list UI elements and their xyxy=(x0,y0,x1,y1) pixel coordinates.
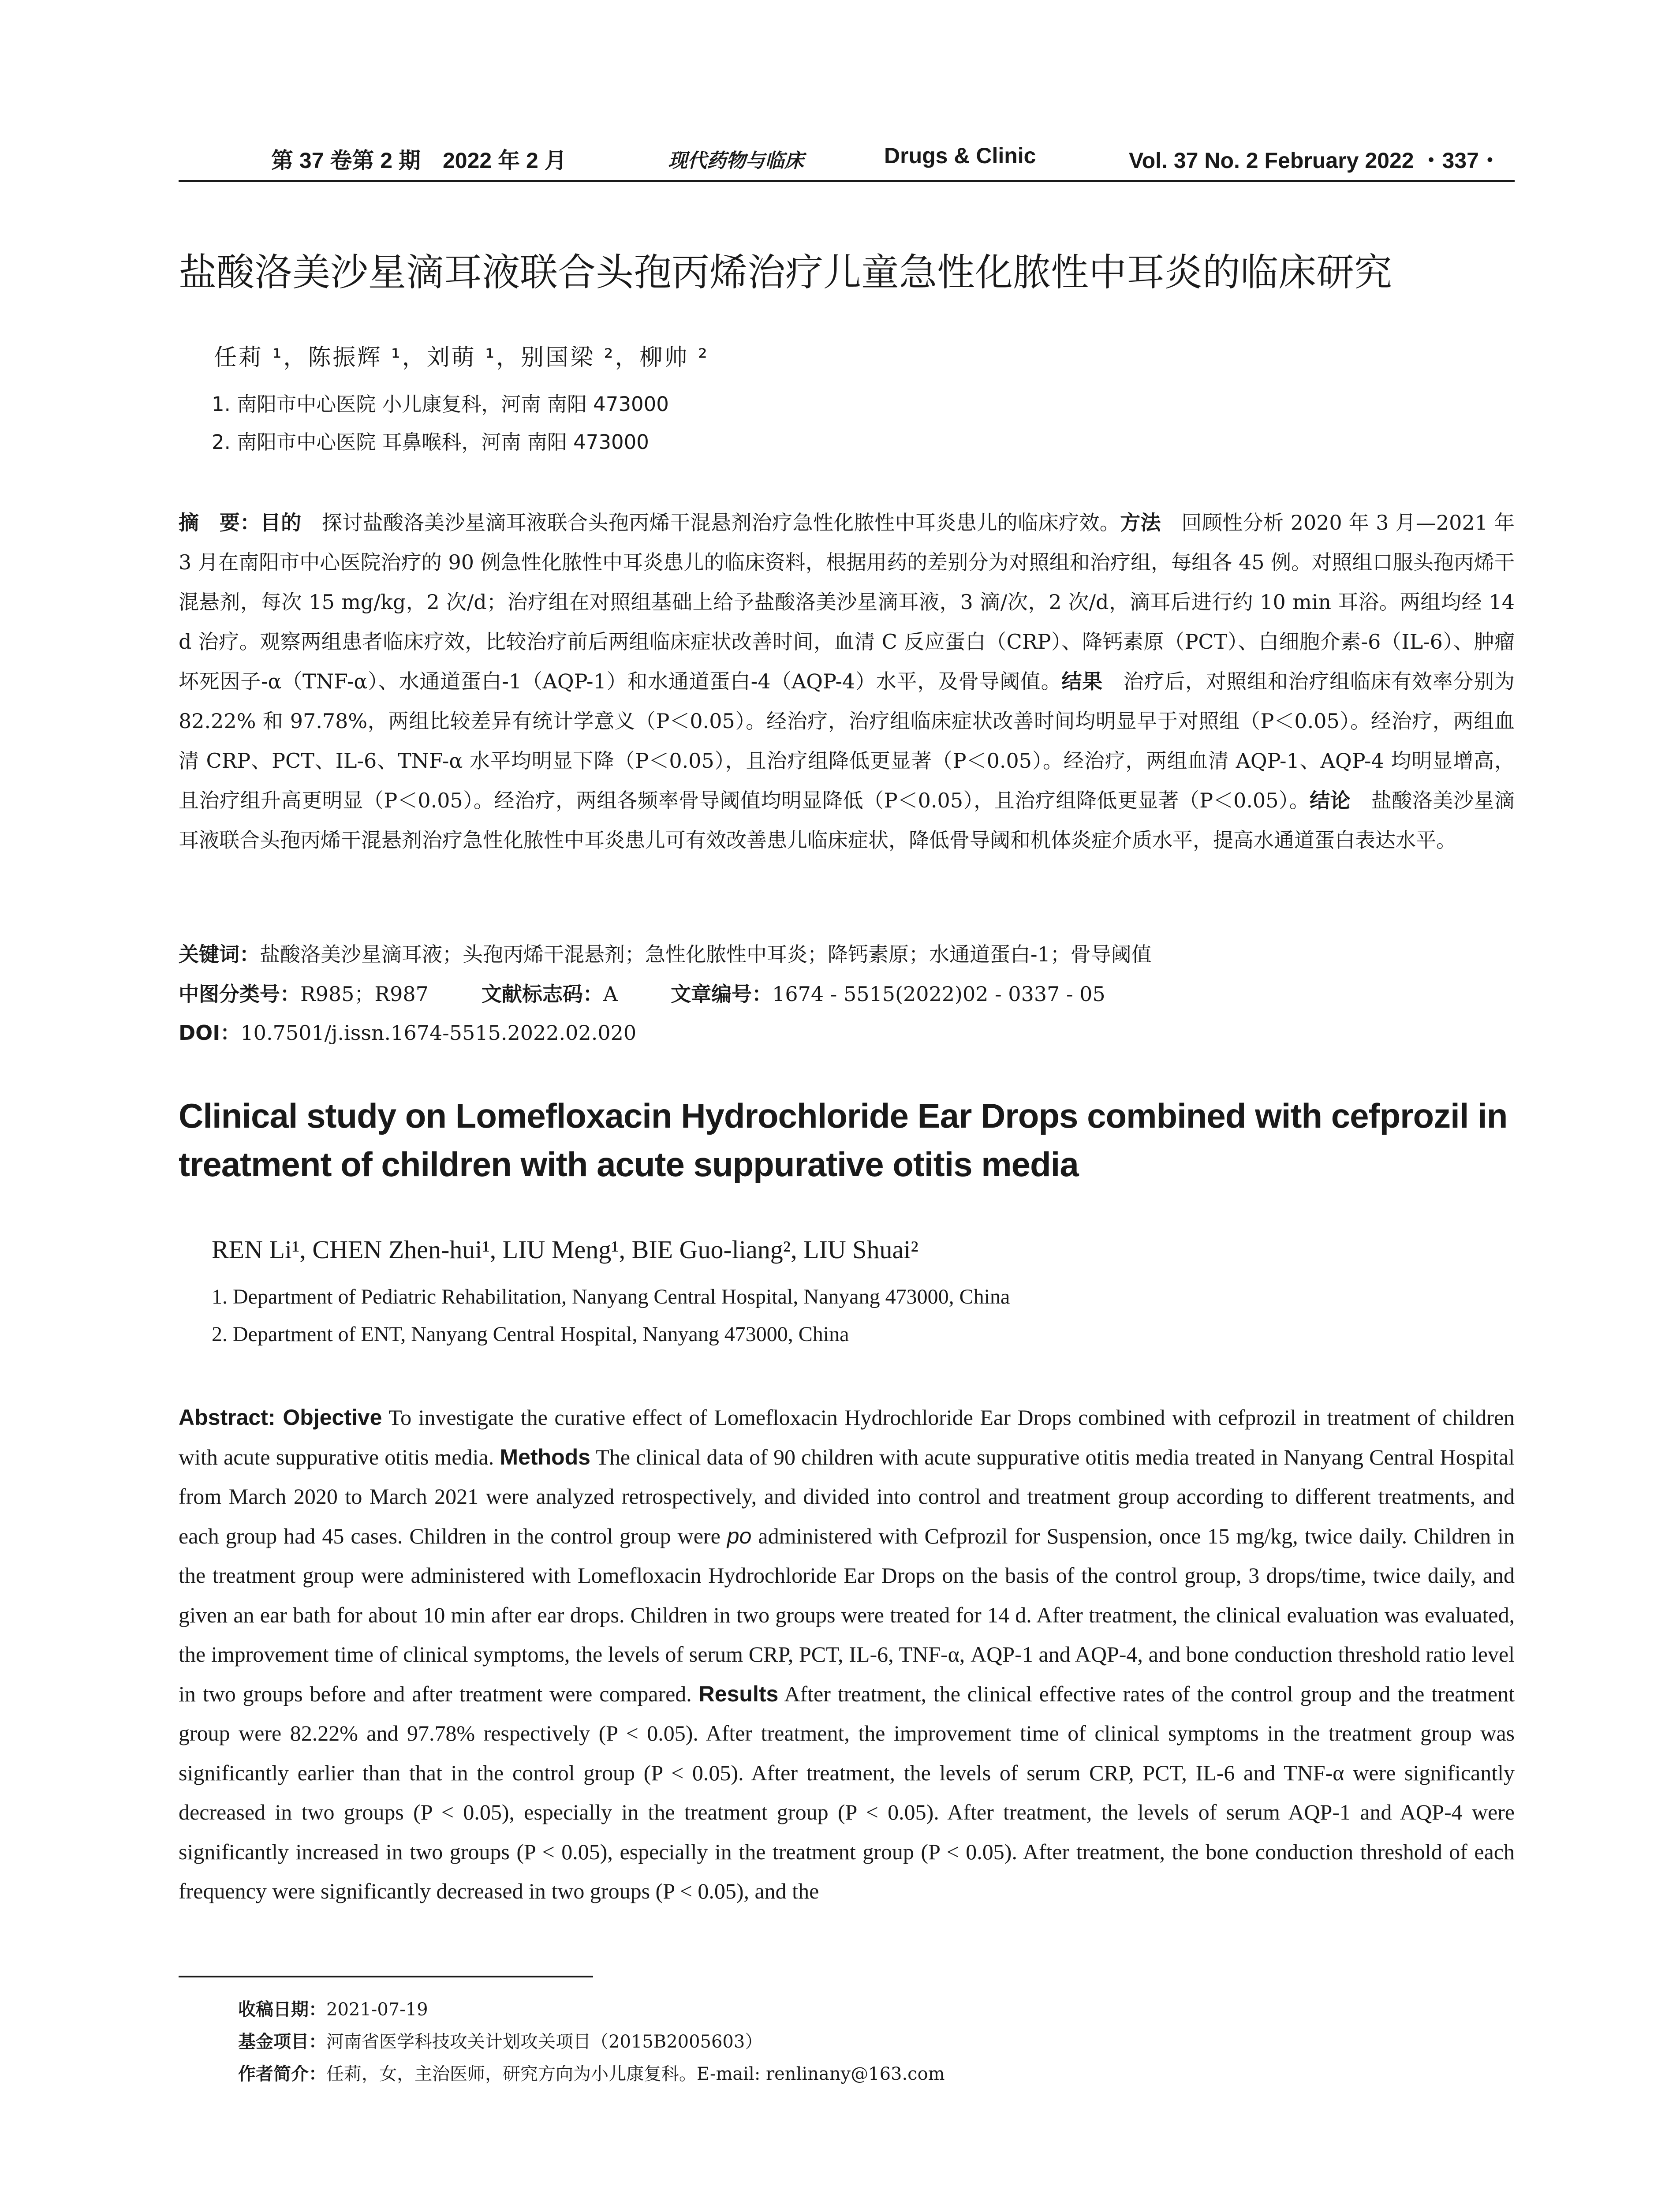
footnote-divider xyxy=(179,1976,593,1977)
cn-keywords xyxy=(179,938,1152,968)
en-methods-text-cont: administered with Cefprozil for Suspension, once 15 mg/kg, twice daily. Children in the treatment group were administered with Lomefloxacin Hydrochloride Ear Drops on the basis of the control group, 3 drops/time, twice daily, and given an ear bath for about 10 min after ear drops. Children in two groups were treated for 14 d. After treatment, the clinical evaluation was evaluated, the improvement time of clinical symptoms, the levels of serum CRP, PCT, IL-6, TNF-α, AQP-1 and AQP-4, and bone conduction threshold ratio level in two groups before and after treatment were compared. xyxy=(179,1523,1515,1706)
running-header xyxy=(179,140,1515,182)
doc-code-label: 文献标志码： xyxy=(481,982,603,1006)
en-methods-text: The clinical data of 90 children with acute suppurative otitis media treated in Nanyang Central Hospital from March 2020 to March 2021 were analyzed retrospectively, and divided into control and treatment group according to different treatments, and each group had 45 cases. Children in the control group were xyxy=(179,1444,1515,1548)
footnote-received xyxy=(238,1996,428,2021)
cn-abstract xyxy=(179,503,1515,860)
doi-line xyxy=(179,1017,636,1046)
cn-results-text: 治疗后，对照组和治疗组临床有效率分别为 82.22% 和 97.78%，两组比较差异有统计学意义（P＜0.05）。经治疗，治疗组临床症状改善时间均明显早于对照组（P＜0.05）。经治疗，两组血清 CRP、PCT、IL-6、TNF-α 水平均明显下降（P＜0.05），且治疗组降低更显著（P＜0.05）。经治疗，两组血清 AQP-1、AQP-4 均明显增高，且治疗组升高更明显（P＜0.05）。经治疗，两组各频率骨导阈值均明显降低（P＜0.05），且治疗组降低更显著（P＜0.05）。 xyxy=(179,669,1515,812)
footnote-fund xyxy=(238,2028,762,2053)
article-no-value: 1674 - 5515(2022)02 - 0337 - 05 xyxy=(772,982,1105,1006)
article-no-label: 文章编号： xyxy=(671,982,773,1006)
cn-objective-text: 探讨盐酸洛美沙星滴耳液联合头孢丙烯干混悬剂治疗急性化脓性中耳炎患儿的临床疗效。 xyxy=(301,511,1120,534)
cn-authors: 任莉 ¹，陈振辉 ¹，刘萌 ¹，别国梁 ²，柳帅 ² xyxy=(214,344,709,371)
footnote-author-bio xyxy=(238,2060,945,2085)
en-affiliation: 2. Department of ENT, Nanyang Central Hospital, Nanyang 473000, China xyxy=(212,1323,849,1346)
en-abstract-label: Abstract: xyxy=(179,1405,283,1430)
en-objective-text: To investigate the curative effect of Lomefloxacin Hydrochloride Ear Drops combined with cefprozil in treatment of children with acute suppurative otitis media. xyxy=(179,1405,1515,1469)
cn-conclusion-label: 结论 xyxy=(1310,789,1351,812)
en-objective-label: Objective xyxy=(283,1405,382,1430)
clc-label: 中图分类号： xyxy=(179,982,300,1006)
cn-classification xyxy=(179,978,1105,1007)
cn-methods-label: 方法 xyxy=(1120,511,1161,534)
cn-objective-label: 目的 xyxy=(260,511,302,534)
cn-abstract-label: 摘 要： xyxy=(179,511,261,534)
cn-keywords-text: 盐酸洛美沙星滴耳液；头孢丙烯干混悬剂；急性化脓性中耳炎；降钙素原；水通道蛋白-1；骨导阈值 xyxy=(260,942,1152,966)
clc-value: R985；R987 xyxy=(300,982,429,1006)
en-affiliation: 1. Department of Pediatric Rehabilitation, Nanyang Central Hospital, Nanyang 473000, China xyxy=(212,1285,1010,1308)
doc-code-value: A xyxy=(603,982,618,1006)
cn-conclusion-text: 盐酸洛美沙星滴耳液联合头孢丙烯干混悬剂治疗急性化脓性中耳炎患儿可有效改善患儿临床症状，降低骨导阈和机体炎症介质水平，提高水通道蛋白表达水平。 xyxy=(179,789,1515,852)
fund-label: 基金项目： xyxy=(238,2032,326,2052)
bio-text: 任莉，女，主治医师，研究方向为小儿康复科。E-mail: renlinany@163.com xyxy=(326,2064,945,2084)
en-results-text: After treatment, the clinical effective rates of the control group and the treatment group were 82.22% and 97.78% respectively (P < 0.05). After treatment, the improvement time of clinical symptoms in the treatment group was significantly earlier than that in the control group (P < 0.05). After treatment, the levels of serum CRP, PCT, IL-6 and TNF-α were significantly decreased in two groups (P < 0.05), especially in the treatment group (P < 0.05). After treatment, the levels of serum AQP-1 and AQP-4 were significantly increased in two groups (P < 0.05), especially in the treatment group (P < 0.05). After treatment, the bone conduction threshold of each frequency were significantly decreased in two groups (P < 0.05), and the xyxy=(179,1681,1515,1903)
cn-affiliation: 2. 南阳市中心医院 耳鼻喉科，河南 南阳 473000 xyxy=(212,430,649,454)
cn-results-label: 结果 xyxy=(1061,669,1103,693)
header-issue: 第 37 卷第 2 期 2022 年 2 月 xyxy=(271,148,567,173)
cn-title: 盐酸洛美沙星滴耳液联合头孢丙烯治疗儿童急性化脓性中耳炎的临床研究 xyxy=(179,250,1392,295)
en-po-term: po xyxy=(727,1523,752,1548)
cn-methods-text: 回顾性分析 2020 年 3 月—2021 年 3 月在南阳市中心医院治疗的 90 例急性化脓性中耳炎患儿的临床资料，根据用药的差别分为对照组和治疗组，每组各 45 例。对照组口服头孢丙烯干混悬剂，每次 15 mg/kg，2 次/d；治疗组在对照组基础上给予盐酸洛美沙星滴耳液，3 滴/次，2 次/d，滴耳后进行约 10 min 耳浴。两组均经 14 d 治疗。观察两组患者临床疗效，比较治疗前后两组临床症状改善时间，血清 C 反应蛋白（CRP）、降钙素原（PCT）、白细胞介素-6（IL-6）、肿瘤坏死因子-α（TNF-α）、水通道蛋白-1（AQP-1）和水通道蛋白-4（AQP-4）水平，及骨导阈值。 xyxy=(179,511,1515,693)
en-results-label: Results xyxy=(698,1681,779,1706)
header-volume: Vol. 37 No. 2 February 2022 ・337・ xyxy=(1129,148,1501,173)
received-label: 收稿日期： xyxy=(238,1999,326,2020)
en-authors: REN Li¹, CHEN Zhen-hui¹, LIU Meng¹, BIE Guo-liang², LIU Shuai² xyxy=(212,1235,918,1264)
received-date: 2021-07-19 xyxy=(326,1999,428,2020)
bio-label: 作者简介： xyxy=(238,2064,326,2084)
header-journal-en: Drugs & Clinic xyxy=(884,143,1036,168)
cn-affiliation: 1. 南阳市中心医院 小儿康复科，河南 南阳 473000 xyxy=(212,392,669,416)
fund-text: 河南省医学科技攻关计划攻关项目（2015B2005603） xyxy=(326,2032,763,2052)
header-journal-cn: 现代药物与临床 xyxy=(668,149,804,172)
en-title: Clinical study on Lomefloxacin Hydrochloride Ear Drops combined with cefprozil in treatment of children with acute suppurative otitis media xyxy=(179,1096,1508,1184)
en-methods-label: Methods xyxy=(500,1444,590,1469)
doi-label: DOI： xyxy=(179,1021,241,1045)
doi-value[interactable]: 10.7501/j.issn.1674-5515.2022.02.020 xyxy=(240,1021,637,1045)
en-abstract xyxy=(179,1398,1515,1911)
cn-keywords-label: 关键词： xyxy=(179,942,260,966)
